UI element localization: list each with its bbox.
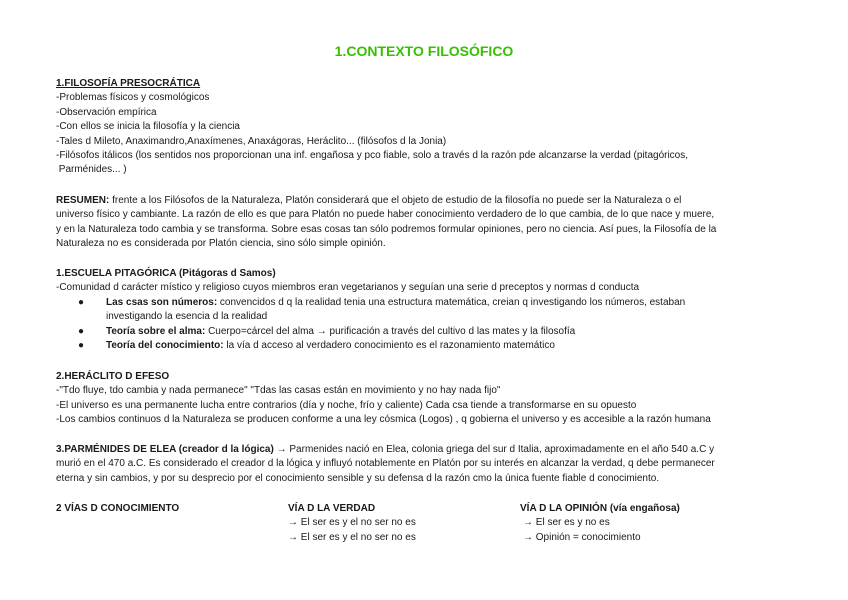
list-item <box>56 339 796 353</box>
text-line: -Los cambios continuos d la Naturaleza se producen conforme a una ley cósmica (Logos) , q gobierna el universo y es accesible a la razón humana <box>56 414 711 426</box>
section-heading: 2.HERÁCLITO D EFESO <box>56 371 170 382</box>
text-line: universo físico y cambiante. La razón de ello es que para Platón no puede haber conocimiento verdadero de lo que cambia, de lo que nace y muere, <box>56 209 715 221</box>
item-label: Teoría del conocimiento: <box>106 340 224 352</box>
item-text: Cuerpo=cárcel del alma → purificación a través del cultivo d las mates y la filosofía <box>205 325 576 337</box>
text-line: Parménides... ) <box>56 164 127 176</box>
text-line: y en la Naturaleza todo cambia y se transforma. Sobre esas cosas tan sólo podremos formular opiniones, pero no ciencia. Así pues, la Filosofía de la <box>56 223 717 235</box>
text-line: murió en el 470 a.C. Es considerado el creador d la lógica y influyó notablemente en Platón por su interés en alcanzar la verdad, q debe permanecer <box>56 458 715 470</box>
list-item <box>56 325 796 339</box>
resumen-label: RESUMEN: <box>56 195 110 206</box>
section-heraclito <box>56 370 796 428</box>
text-line: -Problemas físicos y cosmológicos <box>56 92 210 104</box>
text-line: -Con ellos se inicia la filosofía y la ciencia <box>56 121 240 133</box>
bullet-icon: ● <box>78 296 85 308</box>
section-resumen <box>56 194 796 252</box>
via-item: → El ser es y el no ser no es <box>288 531 416 543</box>
item-text: convencidos d q la realidad tenia una estructura matemática, creian q investigando los números, estaban <box>217 296 686 308</box>
text-line: Naturaleza no es considerada por Platón ciencia, sino sólo simple opinión. <box>56 238 386 250</box>
via-opinion-column <box>520 502 680 545</box>
text-line: -Comunidad d carácter místico y religioso cuyos miembros eran vegetarianos y seguían una serie d preceptos y normas d conducta <box>56 282 640 294</box>
item-label: Teoría sobre el alma: <box>106 325 206 337</box>
text-line: -El universo es una permanente lucha entre contrarios (día y noche, frío y caliente) Cada csa tiende a transformarse en su opuesto <box>56 399 637 411</box>
via-opinion-title: VÍA D LA OPINIÓN (vía engañosa) <box>520 503 680 514</box>
text-line: → Parmenides nació en Elea, colonia griega del sur d Italia, aproximadamente en el año 540 a.C y <box>273 444 715 455</box>
section-heading: 1.FILOSOFÍA PRESOCRÁTICA <box>56 78 201 89</box>
text-line: -"Tdo fluye, tdo cambia y nada permanece" "Tdas las casas están en movimiento y no hay nada fijo" <box>56 385 501 397</box>
vias-heading: 2 VÍAS D CONOCIMIENTO <box>56 503 180 514</box>
text-line: eterna y sin cambios, y por su desprecio por el conocimiento sensible y su defensa d la razón cmo la única fuente fiable d conocimiento. <box>56 472 660 484</box>
via-verdad-title: VÍA D LA VERDAD <box>288 503 376 514</box>
section-presocratica <box>56 77 796 178</box>
via-verdad-column <box>288 502 416 545</box>
via-item: → Opinión = conocimiento <box>523 531 641 543</box>
item-label: Las csas son números: <box>106 296 218 308</box>
via-item: → El ser es y el no ser no es <box>288 517 416 529</box>
bullet-list <box>56 296 796 354</box>
bullet-icon: ● <box>78 340 85 352</box>
item-text: investigando la esencia d la realidad <box>106 311 268 323</box>
via-item: → El ser es y no es <box>523 517 610 529</box>
section-parmenides <box>56 443 796 486</box>
text-line: -Filósofos itálicos (los sentidos nos proporcionan una inf. engañosa y pco fiable, solo a través d la razón pde alcanzarse la verdad (pitagóricos, <box>56 150 689 162</box>
text-line: -Tales d Mileto, Anaximandro,Anaxímenes, Anaxágoras, Heráclito... (filósofos d la Jonia) <box>56 135 447 147</box>
bullet-icon: ● <box>78 325 85 337</box>
item-text: la vía d acceso al verdadero conocimiento es el razonamiento matemático <box>223 340 555 352</box>
section-heading: 3.PARMÉNIDES DE ELEA (creador d la lógica) <box>56 444 274 455</box>
section-pitagorica <box>56 267 796 353</box>
page-title: 1.CONTEXTO FILOSÓFICO <box>334 43 514 59</box>
text-line: frente a los Filósofos de la Naturaleza, Platón considerará que el objeto de estudio de la filosofía no puede ser la Naturaleza o el <box>109 195 682 206</box>
text-line: -Observación empírica <box>56 106 157 118</box>
list-item <box>56 296 796 325</box>
section-heading: 1.ESCUELA PITAGÓRICA (Pitágoras d Samos) <box>56 268 276 279</box>
